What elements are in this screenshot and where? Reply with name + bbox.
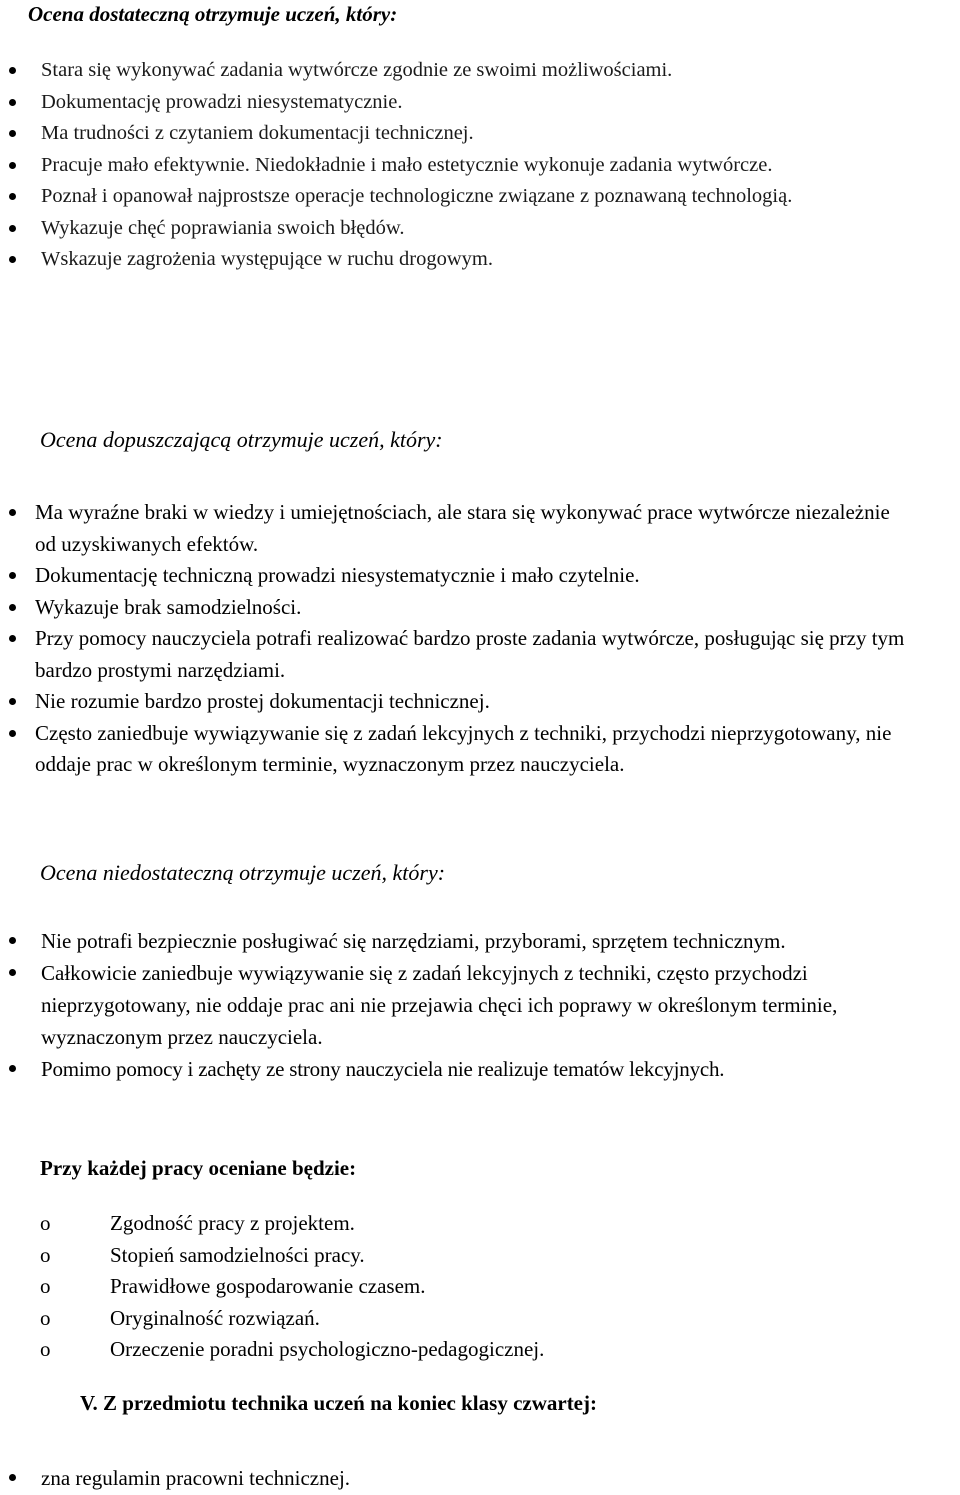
bullet-icon [9,969,16,976]
circle-bullet-icon: o [40,1274,51,1298]
assessment-criteria-list [40,1208,910,1366]
section-heading-dostateczna: Ocena dostateczną otrzymuje uczeń, który: [28,2,398,26]
bullet-icon [9,635,16,642]
criteria-list-dostateczna [41,55,941,276]
list-item: o Prawidłowe gospodarowanie czasem. [110,1271,910,1303]
list-item: Nie potrafi bezpiecznie posługiwać się narzędziami, przyborami, sprzętem technicznym. [41,925,901,957]
bullet-icon [9,698,16,705]
bullet-icon [9,572,16,579]
list-item: o Stopień samodzielności pracy. [110,1240,910,1272]
criteria-list-niedostateczna [41,925,956,1085]
requirements-list-klasa-czwarta [41,1462,921,1494]
bullet-icon [9,937,16,944]
bullet-icon [9,730,16,737]
bullet-icon [9,1474,16,1481]
list-item: Dokumentację prowadzi niesystematycznie. [41,87,941,119]
list-item: Ma trudności z czytaniem dokumentacji technicznej. [41,118,941,150]
list-item: Wykazuje chęć poprawiania swoich błędów. [41,213,941,245]
circle-bullet-icon: o [40,1211,51,1235]
list-item: Stara się wykonywać zadania wytwórcze zgodnie ze swoimi możliwościami. [41,55,941,87]
bullet-icon [9,256,16,263]
circle-bullet-icon: o [40,1337,51,1361]
criteria-list-dopuszczajaca [35,497,915,781]
bullet-icon [9,99,16,106]
section-heading-dopuszczajaca: Ocena dopuszczającą otrzymuje uczeń, który: [40,427,443,452]
circle-bullet-icon: o [40,1305,51,1330]
circle-bullet-icon: o [40,1242,51,1267]
list-item: Ma wyraźne braki w wiedzy i umiejętnościach, ale stara się wykonywać prace wytwórcze niezależnie od uzyskiwanych efektów. [35,497,915,560]
bullet-icon [9,509,16,516]
list-item: Pomimo pomocy i zachęty ze strony nauczyciela nie realizuje tematów lekcyjnych. [41,1053,956,1085]
list-item: Przy pomocy nauczyciela potrafi realizować bardzo proste zadania wytwórcze, posługując się przy tym bardzo prostymi narzędziami. [35,623,915,686]
list-item: Pracuje mało efektywnie. Niedokładnie i mało estetycznie wykonuje zadania wytwórcze. [41,150,921,182]
list-item: Wykazuje brak samodzielności. [35,592,915,624]
list-item: Wskazuje zagrożenia występujące w ruchu drogowym. [41,244,941,276]
bullet-icon [9,130,16,137]
list-item: Często zaniedbuje wywiązywanie się z zadań lekcyjnych z techniki, przychodzi nieprzygotowany, nie oddaje prac w określonym terminie, wyznaczonym przez nauczyciela. [35,718,915,781]
list-item: Poznał i opanował najprostsze operacje technologiczne związane z poznawaną technologią. [41,181,941,213]
section-heading-klasa-czwarta: V. Z przedmiotu technika uczeń na koniec klasy czwartej: [80,1391,597,1415]
bullet-icon [9,67,16,74]
bullet-icon [9,604,16,611]
list-item: Dokumentację techniczną prowadzi niesystematycznie i mało czytelnie. [35,560,915,592]
bullet-icon [9,1065,16,1072]
bullet-icon [9,162,16,169]
section-heading-niedostateczna: Ocena niedostateczną otrzymuje uczeń, który: [40,860,446,885]
list-item: o Zgodność pracy z projektem. [110,1208,910,1240]
list-item: Nie rozumie bardzo prostej dokumentacji technicznej. [35,686,915,718]
bullet-icon [9,225,16,232]
section-heading-kryteria: Przy każdej pracy oceniane będzie: [40,1156,357,1180]
bullet-icon [9,193,16,200]
list-item: zna regulamin pracowni technicznej. [41,1462,921,1494]
list-item: o Oryginalność rozwiązań. [110,1303,910,1335]
list-item: Całkowicie zaniedbuje wywiązywanie się z zadań lekcyjnych z techniki, często przychodzi nieprzygotowany, nie oddaje prac ani nie przejawia chęci ich poprawy w określonym terminie, wyznaczonym przez nauczyciela. [41,957,956,1053]
list-item: o Orzeczenie poradni psychologiczno-pedagogicznej. [110,1334,910,1366]
